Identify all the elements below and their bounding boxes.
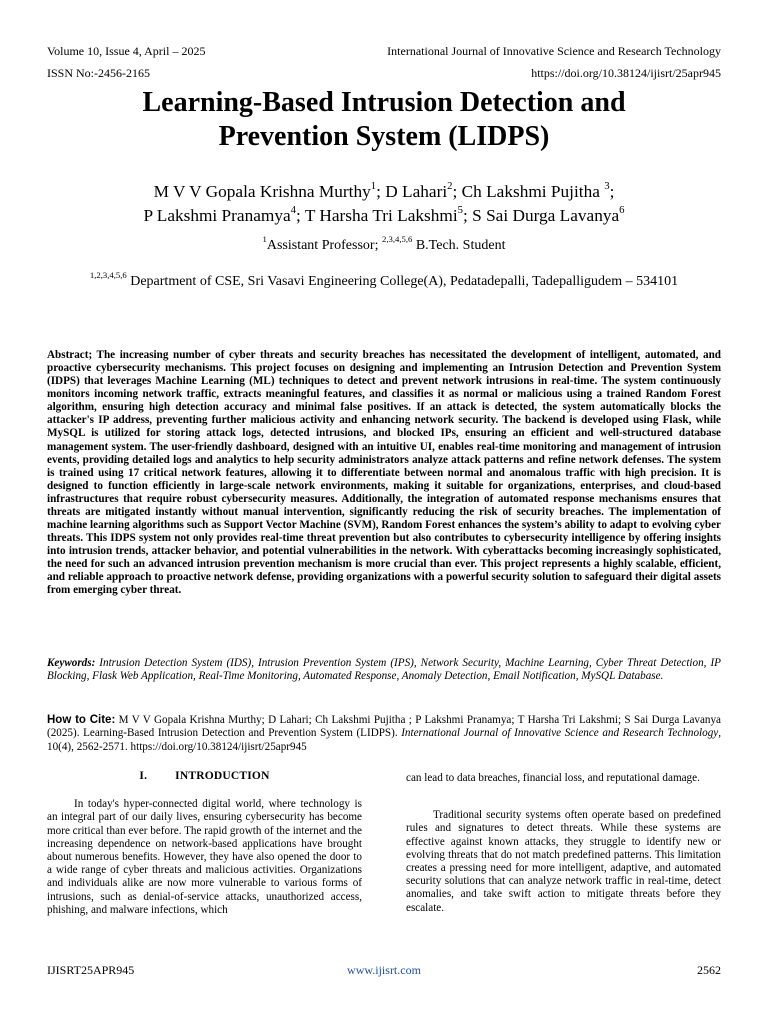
author-sup: 2	[447, 179, 453, 192]
journal-website-link[interactable]: www.ijisrt.com	[347, 963, 421, 977]
keywords-text: Intrusion Detection System (IDS), Intrusion Prevention System (IPS), Network Security, Machine Learning, Cyber Threat Detection, IP Blocking, Flask Web Application, Real-Time Monitoring, Automated Response, Anomaly Detection, Email Notification, MySQL Database.	[47, 657, 721, 683]
affiliation-text: Department of CSE, Sri Vasavi Engineering College(A), Pedatadepalli, Tadepalligudem – 534101	[126, 274, 679, 289]
role-student: B.Tech. Student	[412, 238, 506, 253]
author-sup: 4	[290, 203, 297, 216]
author-sup: 1	[370, 179, 377, 192]
author-name: Ch Lakshmi Pujitha	[461, 182, 605, 201]
keywords-label: Keywords:	[47, 657, 96, 669]
role-sup: 2,3,4,5,6	[381, 234, 413, 245]
body-column-right	[406, 772, 721, 915]
author-separator: ;	[376, 182, 386, 201]
role-sup: 1	[262, 234, 267, 245]
paper-title	[40, 86, 728, 154]
author-sup: 3	[604, 179, 610, 192]
author-separator: ;	[296, 206, 305, 225]
page-number: 2562	[697, 963, 721, 977]
role-professor: Assistant Professor;	[266, 238, 382, 253]
author-separator: ;	[609, 182, 615, 201]
author-affiliation	[40, 270, 728, 291]
author-list	[40, 180, 728, 228]
author-name: M V V Gopala Krishna Murthy	[153, 182, 371, 201]
cite-label: How to Cite:	[47, 714, 116, 726]
author-roles	[40, 234, 728, 255]
author-line-1	[40, 180, 728, 204]
cite-journal: International Journal of Innovative Science and Research Technology	[401, 727, 719, 740]
author-name: D Lahari	[385, 182, 448, 201]
journal-name: International Journal of Innovative Science and Research Technology	[387, 44, 721, 58]
issn: ISSN No:-2456-2165	[47, 66, 151, 80]
keywords	[47, 657, 721, 683]
title-line-1: Learning-Based Intrusion Detection and	[142, 87, 626, 118]
paragraph: In today's hyper-connected digital world, where technology is an integral part of our daily lives, ensuring cybersecurity has become more critical than ever before. The rapid growth of the internet and the increasing dependence on network-based applications have brought about numerous benefits. However, they have also opened the door to a wide range of cyber threats and malicious activities. Organizations and individuals alike are now more vulnerable to various forms of intrusions, such as denial-of-service attacks, unauthorized access, phishing, and malware infections, which	[47, 798, 363, 916]
author-name: P Lakshmi Pranamya	[143, 206, 291, 225]
title-line-2: Prevention System (LIDPS)	[218, 121, 550, 152]
author-name: S Sai Durga Lavanya	[472, 206, 620, 225]
author-sup: 6	[619, 203, 625, 216]
section-title: INTRODUCTION	[175, 770, 270, 782]
paragraph-continued: can lead to data breaches, financial loss, and reputational damage.	[406, 772, 700, 784]
author-name: T Harsha Tri Lakshmi	[304, 206, 458, 225]
body-column-left	[47, 770, 362, 917]
volume-issue: Volume 10, Issue 4, April – 2025	[47, 44, 206, 58]
cite-text: M V V Gopala Krishna Murthy; D Lahari; Ch Lakshmi Pujitha ; P Lakshmi Pranamya; T Harsha Tri Lakshmi; S Sai Durga Lavanya (2025). Learning-Based Intrusion Detection and Prevention System (LIDPS).	[47, 714, 722, 740]
abstract: Abstract; The increasing number of cyber threats and security breaches has necessitated the development of intelligent, automated, and proactive cybersecurity mechanisms. This project focuses on designing and implementing an Intrusion Detection and Prevention System (IDPS) that leverages Machine Learning (ML) techniques to detect and prevent network intrusions in real-time. The system continuously monitors incoming network traffic, extracts meaningful features, and classifies it as normal or malicious using a trained Random Forest algorithm, ensuring high detection accuracy and minimal false positives. If an attack is detected, the system automatically blocks the attacker's IP address, preventing further malicious activity and enhancing network security. The backend is developed using Flask, while MySQL is utilized for storing attack logs, detected intrusions, and blocked IPs, ensuring an efficient and well-structured database management system. The user-friendly dashboard, designed with an intuitive UI, enables real-time monitoring and management of intrusion events, providing detailed logs and analytics to help security administrators analyze attack patterns and refine network defenses. The system is trained using 17 critical network features, allowing it to differentiate between normal and anomalous traffic with high precision. It is designed to function efficiently in large-scale network environments, making it suitable for organizations, enterprises, and cloud-based infrastructures that require robust cybersecurity measures. Additionally, the integration of automated response mechanisms ensures that threats are mitigated instantly without manual intervention, significantly reducing the risk of security breaches. The implementation of machine learning algorithms such as Support Vector Machine (SVM), Random Forest enhances the system’s ability to adapt to evolving cyber threats. This IDPS system not only provides real-time threat prevention but also contributes to cybersecurity intelligence by offering insights into intrusion trends, attacker behavior, and potential vulnerabilities in the network. With cyberattacks becoming increasingly sophisticated, the need for such an advanced intrusion prevention mechanism is more crucial than ever. This project represents a highly scalable, efficient, and reliable approach to proactive network defense, providing organizations with a powerful security solution to safeguard their digital assets from emerging cyber threat.	[47, 349, 721, 597]
how-to-cite	[47, 714, 721, 754]
affiliation-sup: 1,2,3,4,5,6	[89, 270, 127, 281]
doi-link[interactable]: https://doi.org/10.38124/ijisrt/25apr945	[531, 66, 721, 80]
author-separator: ;	[452, 182, 462, 201]
paper-id: IJISRT25APR945	[47, 963, 135, 977]
author-separator: ;	[463, 206, 473, 225]
paragraph: Traditional security systems often operate based on predefined rules and signatures to detect threats. While these systems are effective against known attacks, they struggle to identify new or evolving threats that do not match predefined patterns. This limitation creates a pressing need for more intelligent, adaptive, and automated security solutions that can analyze network traffic in real-time, detect anomalies, and take swift action to mitigate threats before they escalate.	[406, 809, 721, 914]
author-sup: 5	[457, 203, 464, 216]
section-heading	[47, 770, 362, 783]
cite-tail: , 10(4), 2562-2571. https://doi.org/10.38124/ijisrt/25apr945	[47, 727, 722, 753]
section-number: I.	[139, 770, 148, 782]
author-line-2	[40, 204, 728, 228]
